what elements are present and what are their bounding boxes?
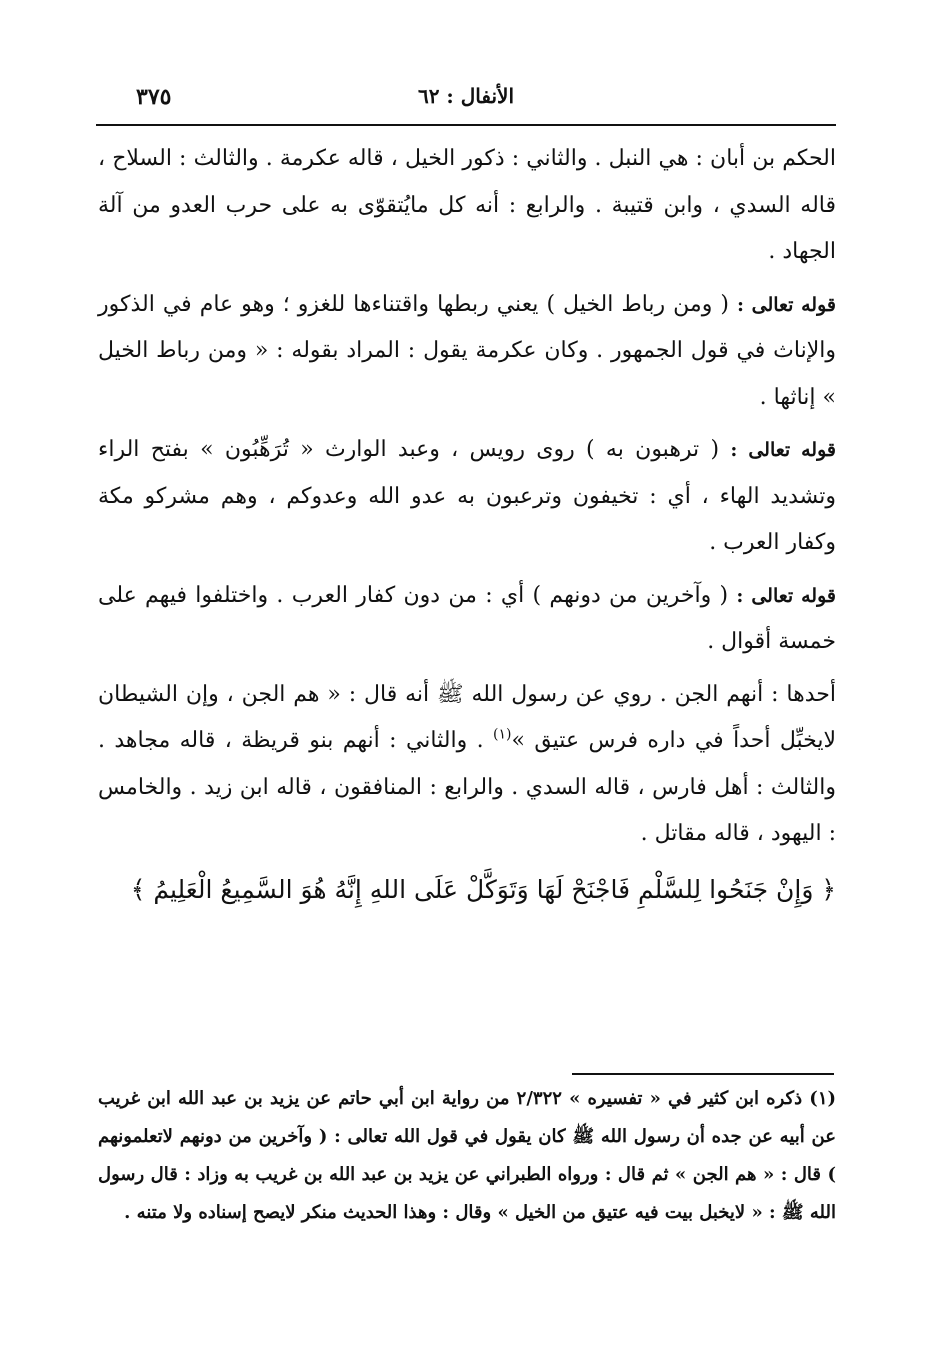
footnote-reference: (١)	[493, 726, 512, 743]
paragraph-5	[98, 672, 836, 858]
paragraph-lead: قوله تعالى :	[736, 584, 836, 607]
page-number: ٣٧٥	[136, 84, 172, 110]
paragraph-text: ( وآخرين من دونهم ) أي : من دون كفار العرب . واختلفوا فيهم على خمسة أقوال .	[98, 582, 836, 654]
paragraph-text: ( ترهبون به ) روى رويس ، وعبد الوارث « تُرَهِّبُون » بفتح الراء وتشديد الهاء ، أي : تخيفون وترعبون به عدو الله وعدوكم ، وهم مشركو مكة وكفار العرب .	[98, 437, 836, 555]
footnote-rule	[572, 1073, 834, 1075]
paragraph-3	[98, 427, 836, 567]
quran-verse: ﴿ وَإِنْ جَنَحُوا لِلسَّلْمِ فَاجْنَحْ لَهَا وَتَوَكَّلْ عَلَى اللهِ إِنَّهُ هُوَ السَّمِيعُ الْعَلِيمُ ﴾	[130, 874, 836, 904]
paragraph-lead: قوله تعالى :	[730, 439, 836, 461]
paragraph-text: . والثاني : أنهم بنو قريظة ، قاله مجاهد . والثالث : أهل فارس ، قاله السدي . والرابع : المنافقون ، قاله ابن زيد . والخامس : اليهود ، قاله مقاتل .	[98, 728, 836, 846]
running-title: الأنفال : ٦٢	[417, 84, 515, 108]
footnote-text: (١) ذكره ابن كثير في « تفسيره » ٢/٣٢٢ من رواية ابن أبي حاتم عن يزيد بن عبد الله ابن غريب عن أبيه عن جده أن رسول الله ﷺ كان يقول في قول الله تعالى : ( وآخرين من دونهم لاتعلمونهم ) قال : « هم الجن » ثم قال : ورواه الطبراني عن يزيد بن عبد الله بن غريب به وزاد : قال رسول الله ﷺ : « لايخبل بيت فيه عتيق من الخيل » وقال : وهذا الحديث منكر لايصح إسناده ولا متنه .	[98, 1088, 837, 1223]
paragraph-lead: قوله تعالى :	[736, 293, 836, 316]
header-rule	[96, 124, 836, 126]
page-header	[96, 84, 836, 124]
footnote	[98, 1080, 836, 1232]
paragraph-4	[98, 573, 836, 666]
paragraph-text: ( ومن رباط الخيل ) يعني ربطها واقتناءها للغزو ؛ وهو عام في الذكور والإناث في قول الجمهور . وكان عكرمة يقول : المراد بقوله : « ومن رباط الخيل » إناثها .	[98, 291, 836, 410]
paragraph-text: أحدها : أنهم الجن . روي عن رسول الله ﷺ أنه قال : « هم الجن ، وإن الشيطان لايخبِّل أحداً في داره فرس عتيق »	[98, 681, 837, 753]
main-text	[98, 136, 836, 922]
paragraph-2	[98, 282, 836, 422]
paragraph-1: الحكم بن أبان : هي النبل . والثاني : ذكور الخيل ، قاله عكرمة . والثالث : السلاح ، قاله السدي ، وابن قتيبة . والرابع : أنه كل مايُتقوّى به على حرب العدو من آلة الجهاد .	[98, 146, 836, 264]
